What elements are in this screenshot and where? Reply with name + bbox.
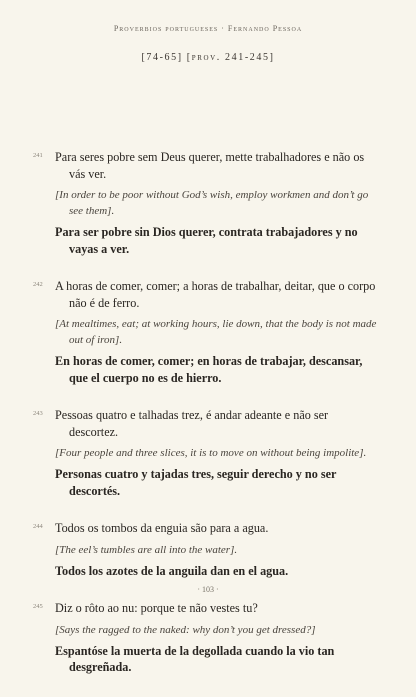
- running-header: Proverbios portugueses · Fernando Pessoa: [113, 24, 303, 33]
- proverb-number: 245: [33, 603, 43, 610]
- english-translation: [Says the ragged to the naked: why don’t you get dressed?]: [55, 623, 316, 636]
- english-translation: [The eel’s tumbles are all into the water].: [55, 543, 238, 556]
- proverb-entry: [0, 278, 416, 386]
- proverb-number: 244: [33, 523, 43, 530]
- portuguese-text: Pessoas quatro e talhadas trez, é andar adeante e não ser descortez.: [55, 408, 329, 439]
- proverb-number: 243: [33, 410, 43, 417]
- proverb-entry: [0, 149, 416, 257]
- spanish-translation: Todos los azotes de la anguila dan en el agua.: [55, 563, 289, 578]
- portuguese-text: Para seres pobre sem Deus querer, mette trabalhadores e não os vás ver.: [55, 150, 365, 181]
- spanish-translation: En horas de comer, comer; en horas de trabajar, descansar, que el cuerpo no es de hierro.: [55, 354, 363, 385]
- prov-range: 241-245: [225, 52, 270, 63]
- page-number: · 103 ·: [197, 585, 219, 594]
- proverb-list: [0, 149, 416, 697]
- portuguese-text: A horas de comer, comer; a horas de trabalhar, deitar, que o corpo não é de ferro.: [55, 279, 376, 310]
- spanish-translation: Personas cuatro y tajadas tres, seguir derecho y no ser descortés.: [55, 467, 337, 498]
- page-range: [74-65]: [141, 52, 183, 63]
- english-translation: [At mealtimes, eat; at working hours, lie down, that the body is not made out of iron].: [55, 318, 377, 346]
- proverb-number: 241: [33, 152, 43, 159]
- spanish-translation: Espantóse la muerta de la degollada cuando la vio tan desgreñada.: [55, 643, 335, 674]
- spanish-translation: Para ser pobre sin Dios querer, contrata trabajadores y no vayas a ver.: [55, 225, 358, 256]
- reference-line: [74-65] [prov. 241-245]: [141, 52, 275, 63]
- proverb-entry: [0, 600, 416, 676]
- english-translation: [In order to be poor without God’s wish, employ workmen and don’t go see them].: [55, 189, 369, 217]
- prov-label: prov.: [191, 52, 221, 63]
- english-translation: [Four people and three slices, it is to move on without being impolite].: [55, 447, 367, 459]
- portuguese-text: Todos os tombos da enguia são para a agua.: [55, 521, 269, 535]
- portuguese-text: Diz o rôto ao nu: porque te não vestes tu?: [55, 601, 258, 615]
- proverb-entry: [0, 520, 416, 579]
- proverb-number: 242: [33, 281, 43, 288]
- proverb-entry: [0, 407, 416, 499]
